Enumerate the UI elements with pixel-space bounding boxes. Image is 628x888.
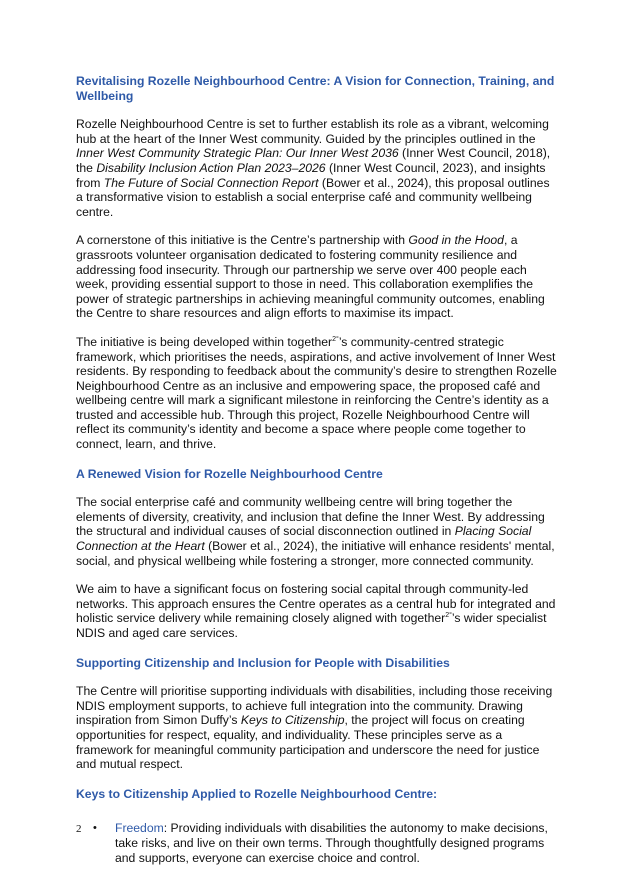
text: (Inner West Council, 2023), and insights from xyxy=(76,160,546,190)
paragraph-social-capital xyxy=(76,582,558,640)
italic-title: The Future of Social Connection Report xyxy=(103,175,319,190)
keys-list xyxy=(76,821,558,865)
text: (Bower et al., 2024), the initiative will enhance residents' mental, social, and physical wellbeing while fostering a stronger, more connected community. xyxy=(76,539,555,568)
text: Rozelle Neighbourhood Centre is set to further establish its role as a vibrant, welcoming hub at the heart of the Inner West community. Guided by the principles outlined in the xyxy=(76,117,549,146)
text: , a grassroots volunteer organisation dedicated to fostering community resilience and addressing food insecurity. Through our partnership we serve over 400 people each week, providing essential support to those in need. This collaboration exemplifies the power of strategic partnerships in achieving meaningful community outcomes, enabling the Centre to share resources and align efforts to maximise its impact. xyxy=(76,233,545,321)
paragraph-social-enterprise xyxy=(76,495,558,568)
list-item xyxy=(76,821,558,865)
paragraph-intro xyxy=(76,117,558,219)
page-number: 2 xyxy=(76,823,82,835)
superscript: 2° xyxy=(445,612,452,620)
text: The Centre will prioritise supporting individuals with disabilities, including those receiving NDIS employment supports, to achieve full integration into the community. Drawing inspiration from Simon Duffy’s xyxy=(76,684,553,728)
heading-revitalising: Revitalising Rozelle Neighbourhood Centre: A Vision for Connection, Training, and Wellbeing xyxy=(76,74,555,103)
italic-title: Keys to Citizenship xyxy=(240,713,345,728)
paragraph-partnership xyxy=(76,233,558,321)
italic-title: Good in the Hood xyxy=(408,233,504,248)
text: A cornerstone of this initiative is the Centre’s partnership with xyxy=(76,233,409,248)
paragraph-disabilities xyxy=(76,684,558,772)
text: The social enterprise café and community wellbeing centre will bring together the elements of diversity, creativity, and inclusion that define the Inner West. By addressing the structural and individual causes of social disconnection outlined in xyxy=(76,495,545,539)
text: (Inner West Council, 2018), the xyxy=(76,146,551,175)
text: , the project will focus on creating opportunities for respect, equality, and individuality. These principles serve as a framework for meaningful community participation and underscore the need for justice and mutual respect. xyxy=(76,713,540,772)
superscript: 2° xyxy=(332,335,339,343)
text: The initiative is being developed within together xyxy=(76,334,333,349)
heading-keys: Keys to Citizenship Applied to Rozelle Neighbourhood Centre: xyxy=(76,786,438,801)
italic-title: Placing Social Connection at the Heart xyxy=(76,524,532,554)
bullet-icon: • xyxy=(93,822,97,835)
heading-citizenship: Supporting Citizenship and Inclusion for People with Disabilities xyxy=(76,655,450,670)
paragraph-framework xyxy=(76,335,558,452)
heading-renewed-vision: A Renewed Vision for Rozelle Neighbourhood Centre xyxy=(76,466,383,481)
text: (Bower et al., 2024), this proposal outlines a transformative vision to establish a social enterprise café and community wellbeing centre. xyxy=(76,175,550,219)
text: ’s community-centred strategic framework, which prioritises the needs, aspirations, and active involvement of Inner West residents. By responding to feedback about the community’s desire to strengthen Rozelle Neighbourhood Centre as an inclusive and empowering space, the proposed café and wellbeing centre will mark a significant milestone in reinforcing the Centre’s identity as a trusted and accessible hub. Through this project, Rozelle Neighbourhood Centre will reflect its community’s identity and become a space where people come together to connect, learn, and thrive. xyxy=(76,334,557,452)
italic-title: Disability Inclusion Action Plan 2023–2026 xyxy=(96,160,326,175)
list-item-term: Freedom xyxy=(115,821,164,836)
italic-title: Inner West Community Strategic Plan: Our Inner West 2036 xyxy=(76,146,399,161)
list-item-text: : Providing individuals with disabilities the autonomy to make decisions, take risks, and live on their own terms. Through thoughtfully designed programs and supports, everyone can exercise choice and control. xyxy=(115,821,548,865)
text: ’s wider specialist NDIS and aged care services. xyxy=(76,611,547,640)
text: We aim to have a significant focus on fostering social capital through community-led networks. This approach ensures the Centre operates as a central hub for integrated and holistic service delivery while remaining closely aligned with together xyxy=(76,582,556,626)
